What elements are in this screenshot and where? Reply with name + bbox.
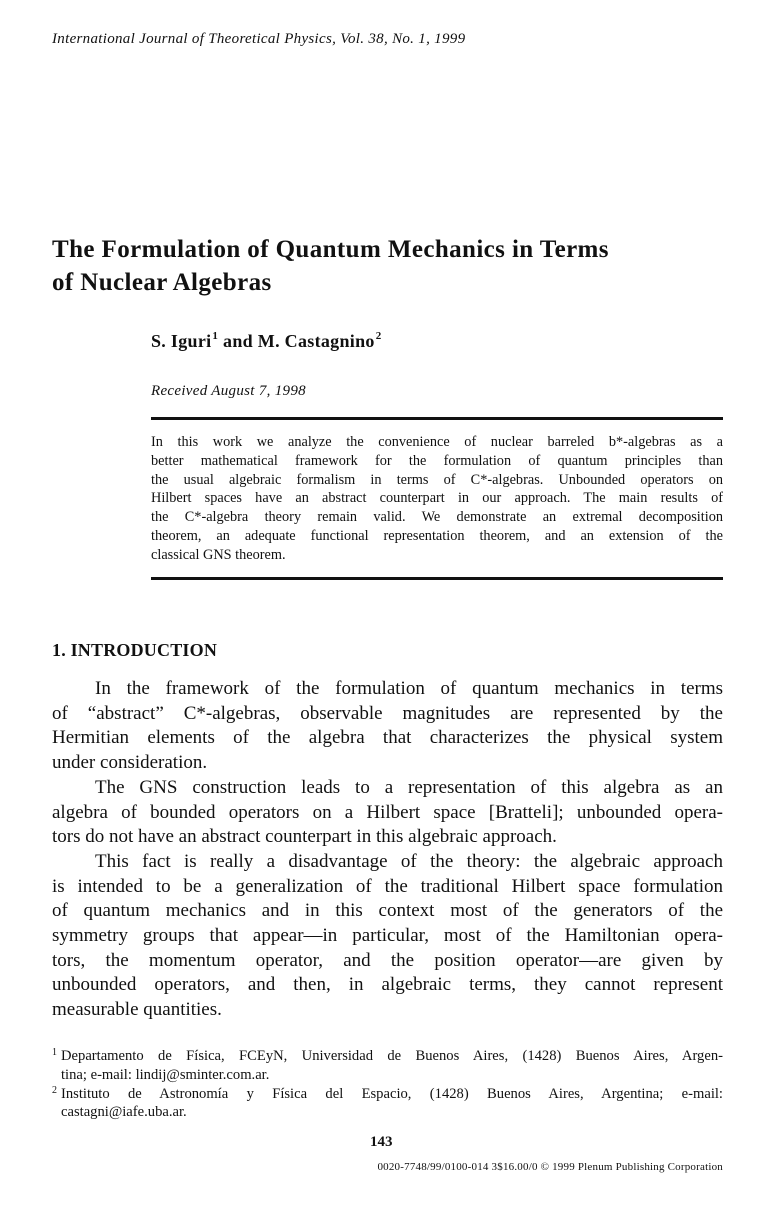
footnote-marker: 1 [212, 330, 219, 342]
section-heading: 1. INTRODUCTION [52, 640, 218, 660]
body-line: of “abstract” C*-algebras, observable magnitudes are represented by the [52, 702, 723, 724]
author-list [151, 330, 382, 352]
body-line: symmetry groups that appear—in particular, most of the Hamiltonian opera- [52, 925, 723, 947]
author-connector: and [223, 331, 253, 351]
body-line: of quantum mechanics and in this context most of the generators of the [52, 900, 723, 922]
body-line: measurable quantities. [52, 999, 222, 1021]
journal-citation: International Journal of Theoretical Physics, Vol. 38, No. 1, 1999 [52, 31, 466, 47]
title-line: of Nuclear Algebras [52, 269, 272, 296]
body-line: unbounded operators, and then, in algebraic terms, they cannot represent [52, 974, 723, 996]
footnotes [52, 1047, 723, 1122]
body-line: under consideration. [52, 752, 208, 774]
footnote-line: Departamento de Física, FCEyN, Universidad de Buenos Aires, (1428) Buenos Aires, Argen- [61, 1048, 723, 1064]
body-line: This fact is really a disadvantage of the theory: the algebraic approach [95, 850, 723, 872]
abstract-line: better mathematical framework for the formulation of quantum principles than [151, 452, 723, 469]
abstract-top-rule [151, 417, 723, 420]
page-number: 143 [370, 1134, 393, 1150]
body-line: tors, the momentum operator, and the position operator—are given by [52, 949, 723, 971]
section-body [52, 677, 723, 1023]
footnote-line: Instituto de Astronomía y Física del Espacio, (1428) Buenos Aires, Argentina; e-mail: [61, 1085, 723, 1102]
footnote-marker: 1 [52, 1047, 57, 1058]
paper-title [52, 233, 732, 299]
body-line: In the framework of the formulation of quantum mechanics in terms [95, 678, 723, 699]
body-line: tors do not have an abstract counterpart in this algebraic approach. [52, 826, 557, 848]
author-name: S. Iguri [151, 331, 212, 351]
body-line: is intended to be a generalization of the traditional Hilbert space formulation [52, 875, 723, 897]
footnote-line: tina; e-mail: lindij@sminter.com.ar. [61, 1066, 270, 1083]
received-date: Received August 7, 1998 [151, 383, 306, 399]
footnote-line: castagni@iafe.uba.ar. [61, 1104, 187, 1121]
abstract-line: the C*-algebra theory remain valid. We demonstrate an extremal decomposition [151, 509, 723, 526]
abstract [151, 433, 723, 565]
body-line: algebra of bounded operators on a Hilbert space [Bratteli]; unbounded opera- [52, 801, 723, 823]
body-line: The GNS construction leads to a representation of this algebra as an [95, 776, 723, 798]
footnote-marker: 2 [375, 330, 382, 342]
copyright-notice: 0020-7748/99/0100-014 3$16.00/0 © 1999 Plenum Publishing Corporation [377, 1161, 723, 1173]
title-line: The Formulation of Quantum Mechanics in Terms [52, 236, 609, 263]
abstract-line: theorem, an adequate functional representation theorem, and an extension of the [151, 527, 723, 544]
author-name: M. Castagnino [257, 331, 375, 351]
body-line: Hermitian elements of the algebra that characterizes the physical system [52, 727, 723, 749]
abstract-line: Hilbert spaces have an abstract counterpart in our approach. The main results of [151, 490, 723, 507]
footnote [52, 1085, 723, 1123]
abstract-line: In this work we analyze the convenience of nuclear barreled b*-algebras as a [151, 434, 723, 450]
footnote [52, 1047, 723, 1085]
abstract-line: the usual algebraic formalism in terms of C*-algebras. Unbounded operators on [151, 471, 723, 488]
abstract-bottom-rule [151, 577, 723, 580]
footnote-marker: 2 [52, 1084, 57, 1096]
abstract-line: classical GNS theorem. [151, 546, 286, 563]
